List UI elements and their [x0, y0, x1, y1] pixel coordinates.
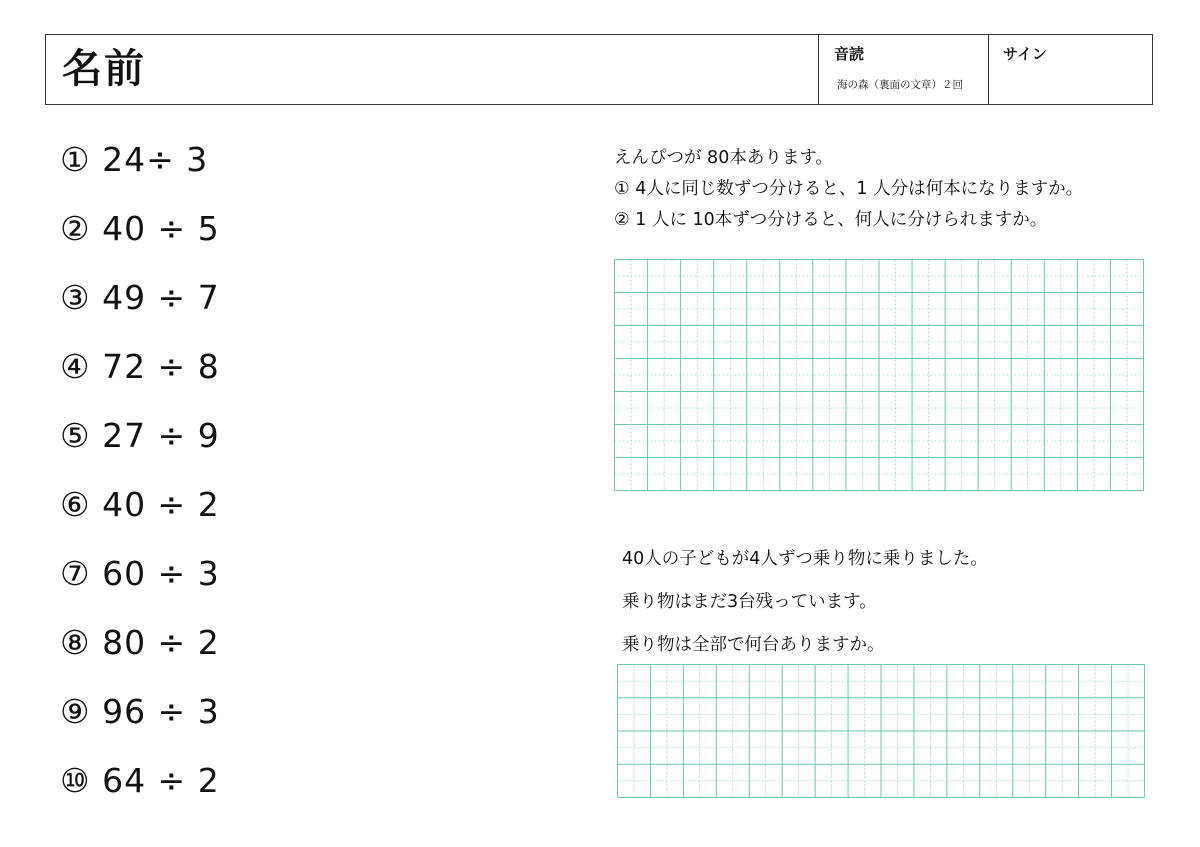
word-problem-2-line-2: 乗り物はまだ3台残っています。 [622, 592, 877, 612]
problem-8: ⑧ 80 ÷ 2 [60, 623, 220, 662]
word-problem-1-line-3: ② 1 人に 10本ずつ分けると、何人に分けられますか。 [614, 210, 1048, 230]
problem-3: ③ 49 ÷ 7 [60, 278, 220, 317]
ondoku-label: 音読 [834, 45, 865, 63]
problem-2: ② 40 ÷ 5 [60, 209, 220, 248]
sign-label: サイン [1003, 45, 1047, 63]
word-problem-2 [622, 538, 988, 667]
word-problem-1 [614, 143, 1083, 236]
answer-grid-1[interactable] [614, 259, 1144, 491]
word-problem-1-line-1: えんぴつが 80本あります。 [614, 148, 833, 168]
word-problem-2-line-3: 乗り物は全部で何台ありますか。 [622, 635, 885, 655]
answer-grid-1-svg [614, 259, 1144, 491]
sign-cell[interactable] [988, 35, 1152, 104]
problem-1: ① 24÷ 3 [60, 140, 209, 179]
answer-grid-2-svg [617, 664, 1145, 798]
problem-6: ⑥ 40 ÷ 2 [60, 485, 220, 524]
answer-grid-2[interactable] [617, 664, 1145, 798]
problem-9: ⑨ 96 ÷ 3 [60, 692, 220, 731]
ondoku-cell [818, 35, 988, 104]
word-problem-1-line-2: ① 4人に同じ数ずつ分けると、1 人分は何本になりますか。 [614, 179, 1084, 199]
problem-5: ⑤ 27 ÷ 9 [60, 416, 220, 455]
problem-7: ⑦ 60 ÷ 3 [60, 554, 220, 593]
division-problem-list [60, 137, 220, 827]
name-label: 名前 [62, 46, 146, 92]
ondoku-detail: 海の森（裏面の文章）２回 [837, 79, 963, 91]
problem-10: ⑩ 64 ÷ 2 [60, 761, 220, 800]
word-problem-2-line-1: 40人の子どもが4人ずつ乗り物に乗りました。 [622, 549, 988, 569]
header-table [45, 34, 1153, 105]
problem-4: ④ 72 ÷ 8 [60, 347, 220, 386]
